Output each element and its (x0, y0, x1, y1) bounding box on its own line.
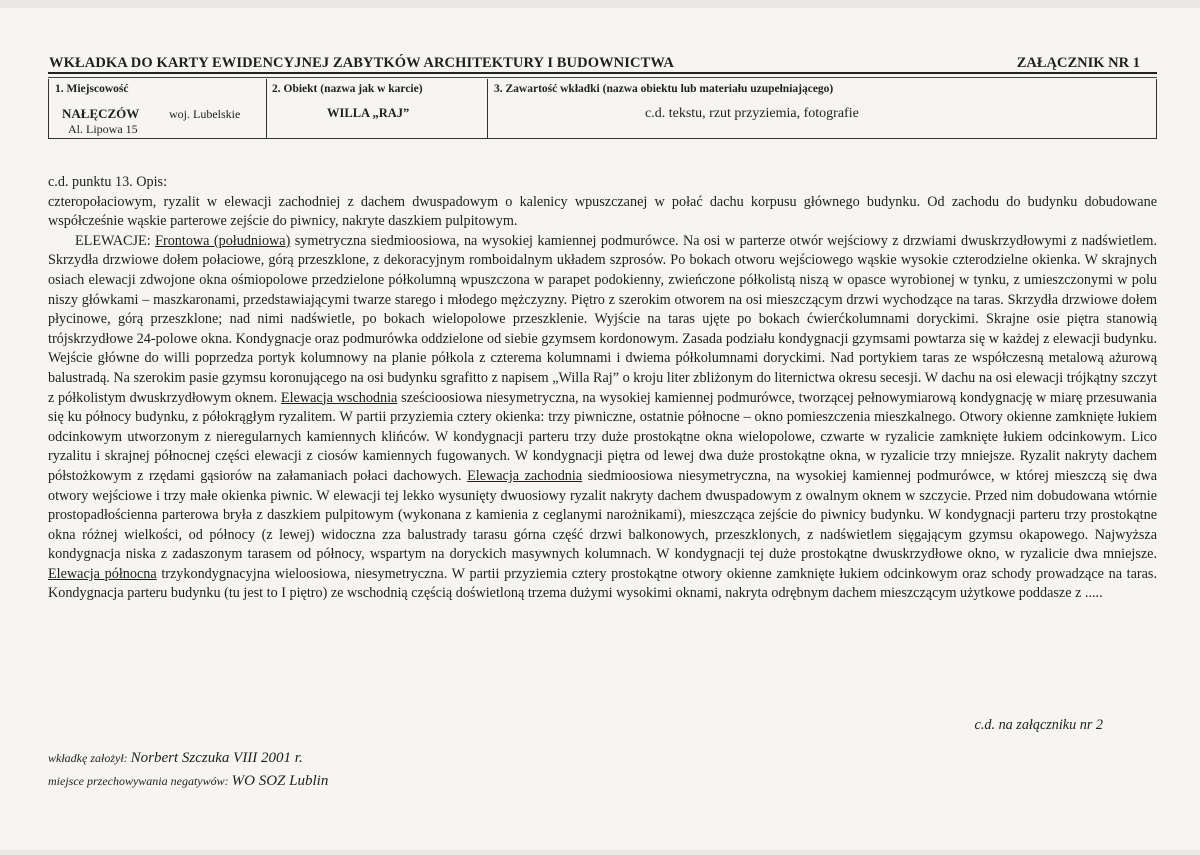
scan-edge-top (0, 0, 1200, 8)
front-elevation-text: symetryczna siedmioosiowa, na wysokiej kamiennej podmurówce. Na osi w parterze otwór wejściowy z drzwiami dwuskrzydłowymi z nadświetlem. Skrzydła drzwiowe dołem połaciowe, górą przeszklone, z dekoracyjnym romboidalnym układem szprosów. Po bokach otworu wejściowego wąskie wysokie czterodzielne okienka. W skrajnych osiach elewacji zdwojone okna ośmiopolowe przedzielone półkolumną wpuszczona w parapet podokienny, zwieńczone półkolistą niszą w opasce wyrobionej w tynku, z umieszczonymi w polu niszy główkami – maszkaronami, przedstawiającymi twarze starego i młodego mężczyzny. Piętro z szerokim otworem na osi mieszczącym drzwi wychodzące na taras. Skrzydła drzwiowe dołem płycinowe, górą przeszklone; nad nimi nadświetle, po bokach wielopolowe przeszklenie. Wyjście na taras ujęte po bokach ćwierćkolumnami doryckimi. Skrajne osie piętra stanowią trójskrzydłowe 24-polowe okna. Kondygnacje oraz podmurówka oddzielone od siebie gzymsem kordonowym. Zasada podziału kondygnacji gzymsami powtarza się w każdej z elewacji budynku. Wejście główne do willi poprzedza portyk kolumnowy na planie półkola z czterema kolumnami i dwiema półkolumnami doryckimi. Nad portykiem taras ze współczesną metalową ażurową balustradą. Na szerokim pasie gzymsu koronującego na osi budynku sgrafitto z napisem „Willa Raj” o kroju liter zbliżonym do liternictwa okresu secesji. W dachu na osi elewacji trójkątny szczyt z półkolistym dwuskrzydłowym oknem. (48, 232, 1158, 406)
author-value: Norbert Szczuka VIII 2001 r. (130, 750, 303, 766)
object-value: WILLA „RAJ” (327, 106, 410, 120)
elevations-lead: ELEWACJE: (75, 232, 156, 249)
west-elevation-text: siedmioosiowa niesymetryczna, na wysokiej kamiennej podmurówce, w której mieszczą się dwa otwory wejściowe i trzy małe okienka piwnic. W elewacji tej lekko wysunięty dwuosiowy ryzalit nakryty dachem dwuspadowym z owalnym oknem w szczycie. Przed nim dobudowana wtórnie prostopadłościenna parterowa bryła z daszkiem pulpitowym (wykonana z kamienia z ceglanymi narożnikami), mieszcząca zejście do piwnicy budynku. W kondygnacji parteru trzy prostokątne okna różnej wielkości, od północy (z lewej) widoczna zza balustrady tarasu górna część drzwi balkonowych, przeszklonych, z nadświetlem sięgającym gzymsu okapowego. Najwyższa kondygnacja niska z zadaszonym tarasem od północy, wspartym na doryckich masywnych kolumnach. W kondygnacji tej duże prostokątne dwuskrzydłowe okno, w ryzalicie dwa mniejsze. (48, 467, 1157, 563)
west-elevation-heading: Elewacja zachodnia (467, 467, 583, 484)
storage-label: miejsce przechowywania negatywów: (48, 774, 229, 788)
contents-label: 3. Zawartość wkładki (nazwa obiektu lub materiału uzupełniającego) (494, 83, 834, 95)
annex-label: ZAŁĄCZNIK NR 1 (1016, 55, 1140, 71)
north-elevation-text: trzykondygnacyjna wieloosiowa, niesymetryczna. W partii przyziemia cztery prostokątne otwory okienne zamknięte łukiem odcinkowym oraz schody prowadzące na taras. Kondygnacja parteru budynku (tu jest to I piętro) ze wschodnią częścią doświetloną trzema dużymi wysokimi oknami, nakryta odrębnym dachem mieszczącym użytkowe poddasze z ..... (48, 565, 1157, 602)
document-title: WKŁADKA DO KARTY EWIDENCYJNEJ ZABYTKÓW ARCHITEKTURY I BUDOWNICTWA (49, 55, 674, 71)
author-line (48, 750, 303, 767)
place-value: NAŁĘCZÓW (62, 106, 140, 121)
paragraph-roof: czteropołaciowym, ryzalit w elewacji zachodniej z dachem dwuspadowym o kalenicy wpuszczanej w połać dachu korpusu głównego budynku. Od zachodu do budynku dobudowane współcześnie wąskie parterowe zejście do piwnicy, nakryte daszkiem pulpitowym. (48, 193, 1157, 230)
north-elevation-heading: Elewacja północna (48, 565, 157, 582)
storage-line (48, 773, 328, 790)
east-elevation-heading: Elewacja wschodnia (280, 389, 398, 406)
contents-value: c.d. tekstu, rzut przyziemia, fotografie (645, 106, 859, 121)
header-rule-thick (48, 72, 1157, 74)
object-label: 2. Obiekt (nazwa jak w karcie) (272, 83, 423, 95)
east-elevation-text: sześcioosiowa niesymetryczna, na wysokiej kamiennej podmurówce, tworzącej pełnowymiarową kondygnację w miarę przesuwania się ku północy budynku, z półokrągłym ryzalitem. W partii przyziemia cztery okienka: trzy piwniczne, ostatnie północne – okno pomieszczenia mieszkalnego. Otwory okienne zamknięte łukiem odcinkowym utworzonym z nieregularnych kamiennych klińców. W kondygnacji parteru trzy duże prostokątne okna wielopolowe, czwarte w ryzalicie zamknięte łukiem odcinkowym. Lico ryzalitu i skrajnej północnej części elewacji z ciosów kamiennych fugowanych. W kondygnacji piętra od lewej dwa duże prostokątne okna, w ryzalicie trzy mniejsze. Ryzalit nakryty dachem półstożkowym z rzędami gąsiorów na załamaniach połaci dachowych. (48, 389, 1157, 484)
address-value: Al. Lipowa 15 (68, 122, 138, 136)
front-elevation-heading: Frontowa (południowa) (155, 232, 291, 249)
description-body (48, 173, 1157, 604)
form-divider-1 (266, 79, 267, 139)
author-label: wkładkę założył: (48, 751, 128, 765)
voivodeship-value: woj. Lubelskie (169, 107, 241, 121)
storage-value: WO SOZ Lublin (231, 773, 329, 789)
section-heading: c.d. punktu 13. Opis: (48, 174, 168, 190)
header-rule-thin (48, 77, 1157, 78)
scan-edge-bottom (0, 850, 1200, 855)
form-divider-2 (487, 79, 488, 139)
paragraph-elevations (48, 232, 1157, 604)
continued-note: c.d. na załączniku nr 2 (974, 717, 1103, 733)
place-label: 1. Miejscowość (55, 83, 129, 95)
